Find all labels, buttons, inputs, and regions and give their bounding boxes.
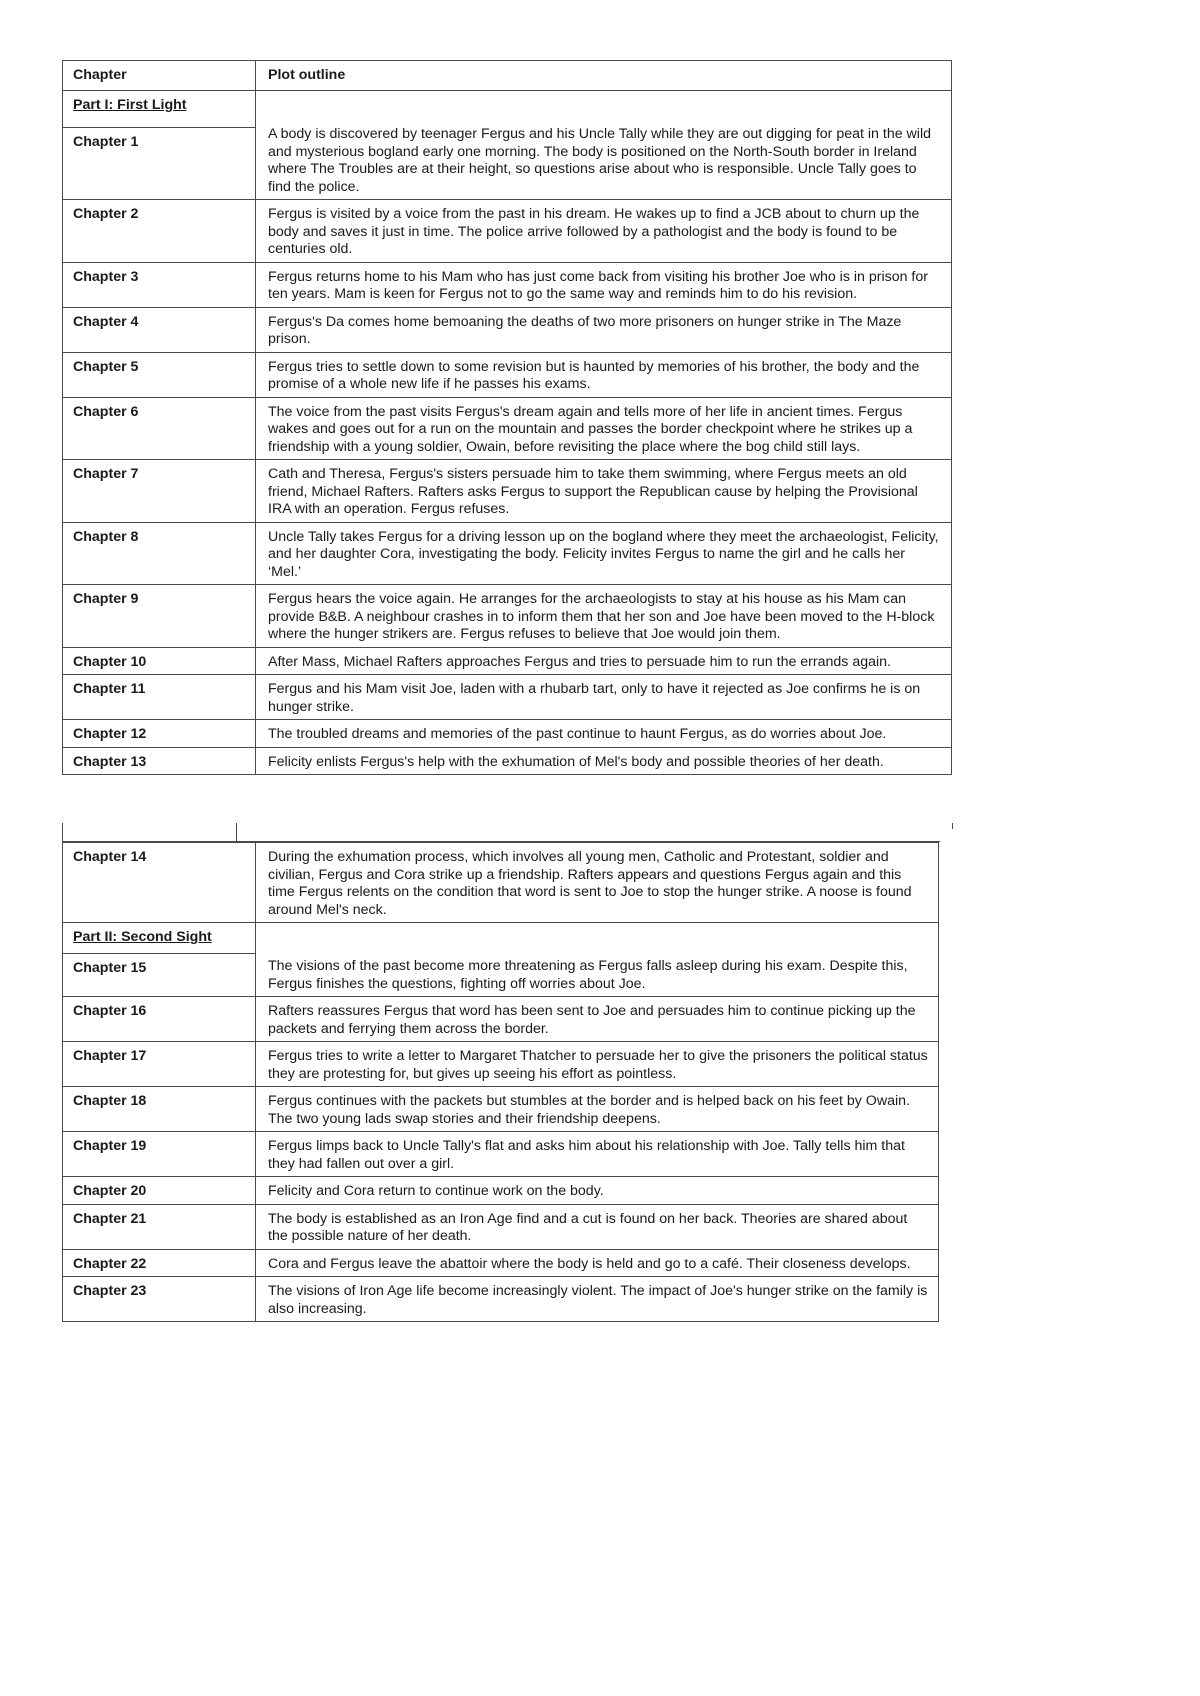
plot-table-part-2 — [62, 842, 939, 1322]
table-row — [63, 200, 952, 263]
plot-table-part-1 — [62, 60, 952, 775]
chapter-label: Chapter 7 — [63, 460, 256, 523]
table-row — [63, 397, 952, 460]
chapter-outline: After Mass, Michael Rafters approaches Fergus and tries to persuade him to run the errands again. — [256, 647, 952, 675]
chapter-outline: During the exhumation process, which involves all young men, Catholic and Protestant, soldier and civilian, Fergus and Cora strike up a friendship. Rafters appears and questions Fergus again and this time Fergus relents on the condition that word is sent to Joe to stop the hunger strike. A noose is found around Mel's neck. — [256, 843, 939, 923]
chapter-label: Chapter 8 — [63, 522, 256, 585]
chapter-outline: Fergus's Da comes home bemoaning the deaths of two more prisoners on hunger strike in The Maze prison. — [256, 307, 952, 352]
chapter-label: Chapter 18 — [63, 1087, 256, 1132]
part-heading-row — [63, 923, 939, 954]
part-heading-row — [63, 91, 952, 128]
chapter-outline: Felicity enlists Fergus's help with the exhumation of Mel's body and possible theories of her death. — [256, 747, 952, 775]
chapter-outline: The visions of Iron Age life become increasingly violent. The impact of Joe's hunger strike on the family is also increasing. — [256, 1277, 939, 1322]
table-row — [63, 647, 952, 675]
table-row — [63, 747, 952, 775]
table-row — [63, 1132, 939, 1177]
chapter-label: Chapter 23 — [63, 1277, 256, 1322]
chapter-label: Chapter 14 — [63, 843, 256, 923]
chapter-label: Chapter 9 — [63, 585, 256, 648]
chapter-outline: Rafters reassures Fergus that word has been sent to Joe and persuades him to continue picking up the packets and ferrying them across the border. — [256, 997, 939, 1042]
chapter-label: Chapter 6 — [63, 397, 256, 460]
table-row — [63, 585, 952, 648]
chapter-outline: Fergus tries to settle down to some revision but is haunted by memories of his brother, the body and the promise of a whole new life if he passes his exams. — [256, 352, 952, 397]
seam-divider-right — [952, 823, 953, 829]
table-row — [63, 1249, 939, 1277]
chapter-outline: Fergus limps back to Uncle Tally's flat and asks him about his relationship with Joe. Tally tells him that they had fallen out over a girl. — [256, 1132, 939, 1177]
chapter-label: Chapter 15 — [63, 953, 256, 996]
seam-divider — [236, 823, 237, 842]
chapter-label: Chapter 16 — [63, 997, 256, 1042]
chapter-label: Chapter 10 — [63, 647, 256, 675]
chapter-outline: Cath and Theresa, Fergus's sisters persuade him to take them swimming, where Fergus meets an old friend, Michael Rafters. Rafters asks Fergus to support the Republican cause by helping the Provisional IRA with an operation. Fergus refuses. — [256, 460, 952, 523]
chapter-label: Chapter 2 — [63, 200, 256, 263]
chapter-label: Chapter 12 — [63, 720, 256, 748]
table-row — [63, 522, 952, 585]
table-row — [63, 720, 952, 748]
chapter-label: Chapter 22 — [63, 1249, 256, 1277]
table-row — [63, 1204, 939, 1249]
chapter-outline: Fergus and his Mam visit Joe, laden with a rhubarb tart, only to have it rejected as Joe confirms he is on hunger strike. — [256, 675, 952, 720]
chapter-1-outline: A body is discovered by teenager Fergus and his Uncle Tally while they are out digging for peat in the wild and mysterious bogland early one morning. The body is positioned on the North-South border in Ireland where The Troubles are at their height, so questions arise about who is responsible. Uncle Tally goes to find the police. — [256, 91, 952, 200]
page-seam — [62, 823, 952, 842]
chapter-label: Chapter 3 — [63, 262, 256, 307]
chapter-outline: Fergus continues with the packets but stumbles at the border and is helped back on his feet by Owain. The two young lads swap stories and their friendship deepens. — [256, 1087, 939, 1132]
chapter-outline: Fergus returns home to his Mam who has just come back from visiting his brother Joe who is in prison for ten years. Mam is keen for Fergus not to go the same way and reminds him to do his revision. — [256, 262, 952, 307]
chapter-outline: Fergus hears the voice again. He arranges for the archaeologists to stay at his house as his Mam can provide B&B. A neighbour crashes in to inform them that her son and Joe have been moved to the H-block where the hunger strikers are. Fergus refuses to believe that Joe would join them. — [256, 585, 952, 648]
chapter-label: Chapter 4 — [63, 307, 256, 352]
table-row — [63, 843, 939, 923]
chapter-outline: Fergus is visited by a voice from the past in his dream. He wakes up to find a JCB about to churn up the body and saves it just in time. The police arrive followed by a pathologist and the body is found to be centuries old. — [256, 200, 952, 263]
table-row — [63, 675, 952, 720]
table-row — [63, 262, 952, 307]
table-row — [63, 1277, 939, 1322]
table-row — [63, 997, 939, 1042]
chapter-outline: The troubled dreams and memories of the past continue to haunt Fergus, as do worries about Joe. — [256, 720, 952, 748]
chapter-outline: The visions of the past become more threatening as Fergus falls asleep during his exam. Despite this, Fergus finishes the questions, fighting off worries about Joe. — [256, 923, 939, 997]
chapter-outline: The body is established as an Iron Age find and a cut is found on her back. Theories are shared about the possible nature of her death. — [256, 1204, 939, 1249]
chapter-label: Chapter 20 — [63, 1177, 256, 1205]
header-plot-outline: Plot outline — [256, 61, 952, 91]
table-row — [63, 352, 952, 397]
chapter-label: Chapter 17 — [63, 1042, 256, 1087]
chapter-outline: The voice from the past visits Fergus's dream again and tells more of her life in ancient times. Fergus wakes and goes out for a run on the mountain and passes the border checkpoint where he strikes up a friendship with a young soldier, Owain, before revisiting the place where the bog child still lays. — [256, 397, 952, 460]
table-row — [63, 307, 952, 352]
part-2-title: Part II: Second Sight — [73, 929, 212, 945]
header-chapter: Chapter — [63, 61, 256, 91]
chapter-outline: Fergus tries to write a letter to Margaret Thatcher to persuade her to give the prisoners the political status they are protesting for, but gives up seeing his effort as pointless. — [256, 1042, 939, 1087]
chapter-label: Chapter 19 — [63, 1132, 256, 1177]
table-header-row — [63, 61, 952, 91]
chapter-outline: Felicity and Cora return to continue work on the body. — [256, 1177, 939, 1205]
table-row — [63, 1177, 939, 1205]
chapter-outline: Cora and Fergus leave the abattoir where the body is held and go to a café. Their closeness develops. — [256, 1249, 939, 1277]
table-row — [63, 1042, 939, 1087]
table-row — [63, 1087, 939, 1132]
part-1-title: Part I: First Light — [73, 97, 187, 113]
chapter-outline: Uncle Tally takes Fergus for a driving lesson up on the bogland where they meet the archaeologist, Felicity, and her daughter Cora, investigating the body. Felicity invites Fergus to name the girl and he calls her ‘Mel.’ — [256, 522, 952, 585]
chapter-label: Chapter 21 — [63, 1204, 256, 1249]
chapter-label: Chapter 11 — [63, 675, 256, 720]
chapter-label: Chapter 13 — [63, 747, 256, 775]
chapter-label: Chapter 1 — [63, 127, 256, 199]
table-row — [63, 460, 952, 523]
chapter-label: Chapter 5 — [63, 352, 256, 397]
